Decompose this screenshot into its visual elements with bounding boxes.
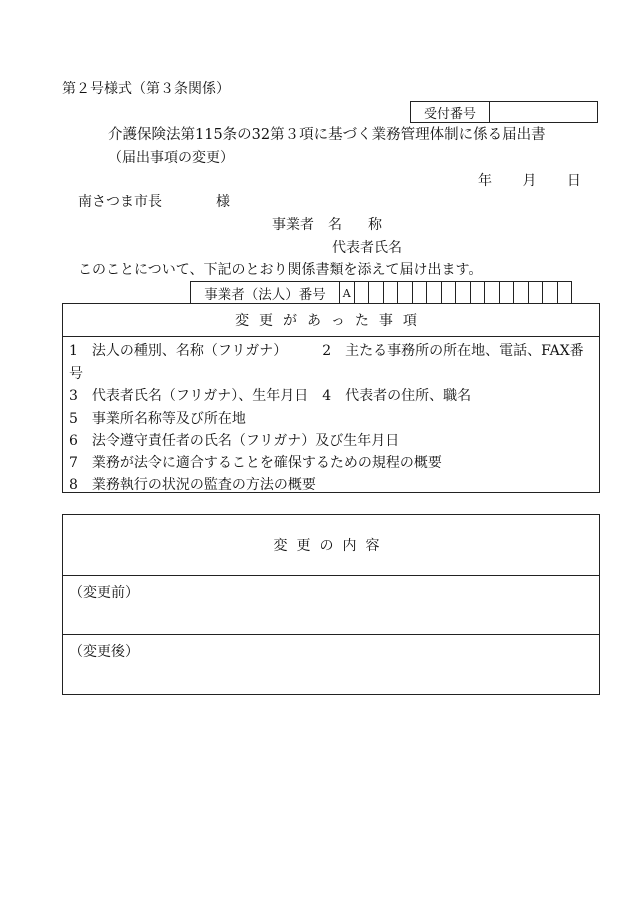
date-month: 月 [522,173,537,189]
changed-item: 5 事業所名称等及び所在地 [69,411,246,427]
changed-item: 8 業務執行の状況の監査の方法の概要 [69,477,316,493]
date-line [478,174,593,188]
change-before-label: （変更前） [69,585,139,601]
change-content-header: 変更の内容 [63,515,599,576]
business-number-cell[interactable] [558,282,573,304]
business-number-cell[interactable] [369,282,384,304]
business-number-cell[interactable] [427,282,442,304]
lead-text: このことについて、下記のとおり関係書類を添えて届け出ます。 [78,262,483,278]
business-number-cell[interactable] [355,282,370,304]
document-subtitle: （届出事項の変更） [108,150,234,166]
business-number-row [190,281,572,304]
addressee-name: 南さつま市長 [78,194,162,210]
addressee-suffix: 様 [216,194,230,210]
business-number-cell[interactable] [456,282,471,304]
business-number-cell[interactable] [471,282,486,304]
business-number-cell[interactable] [398,282,413,304]
change-content-table [62,514,600,695]
changed-items-header: 変更があった事項 [63,304,599,337]
changed-item: 号 [69,366,83,382]
change-after-section[interactable] [63,635,599,694]
applicant-name-b: 称 [368,217,382,233]
business-number-cell[interactable] [500,282,515,304]
changed-item: 7 業務が法令に適合することを確保するための規程の概要 [69,455,442,471]
changed-item: 3 代表者氏名（フリガナ）、生年月日 4 代表者の住所、職名 [69,388,472,404]
receipt-number-value[interactable] [490,102,597,122]
change-after-label: （変更後） [69,644,139,660]
change-before-section[interactable] [63,576,599,635]
document-title: 介護保険法第115条の32第３項に基づく業務管理体制に係る届出書 [108,127,546,143]
addressee [78,195,230,209]
applicant-label: 事業者 [272,217,314,233]
business-number-label: 事業者（法人）番号 [191,282,340,304]
business-number-cell[interactable] [543,282,558,304]
business-number-cell[interactable] [442,282,457,304]
changed-item: 1 法人の種別、名称（フリガナ） 2 主たる事務所の所在地、電話、FAX番 [69,343,584,359]
changed-item: 6 法令遵守責任者の氏名（フリガナ）及び生年月日 [69,433,400,449]
receipt-number-label: 受付番号 [411,102,490,122]
receipt-number-box [410,101,598,123]
representative-label: 代表者氏名 [332,240,402,256]
business-number-prefix: A [340,282,355,304]
applicant-name-line [272,218,382,232]
business-number-cell[interactable] [529,282,544,304]
date-day: 日 [566,173,581,189]
form-number: 第２号様式（第３条関係） [62,81,230,97]
business-number-cell[interactable] [514,282,529,304]
business-number-cell[interactable] [413,282,428,304]
date-year: 年 [478,173,492,189]
business-number-cell[interactable] [485,282,500,304]
business-number-cell[interactable] [384,282,399,304]
changed-items-table [62,303,600,493]
applicant-name-a: 名 [328,217,342,233]
